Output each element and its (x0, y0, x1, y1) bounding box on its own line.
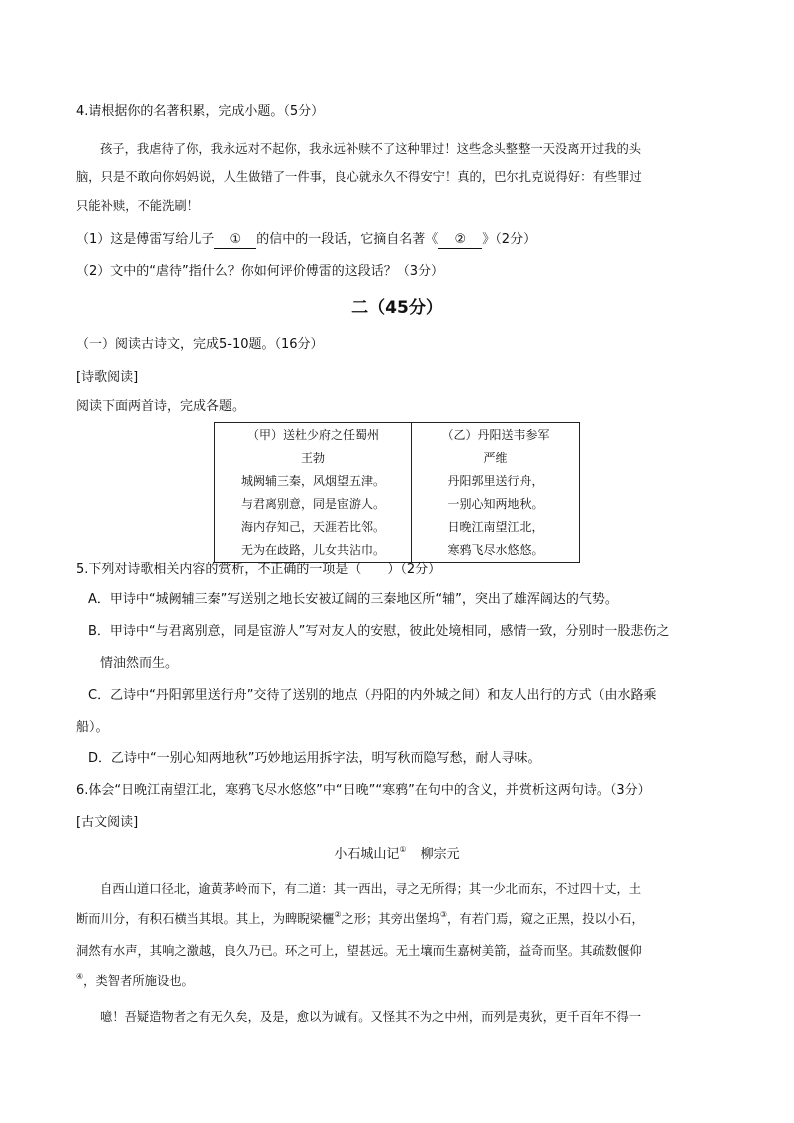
q5-option-c-cont: 船）。 (76, 720, 109, 735)
q5-option-a: A．甲诗中“城阙辅三秦”写送别之地长安被辽阔的三秦地区所“辅”，突出了雄浑阔达的气势。 (88, 592, 618, 607)
q4-heading: 4.请根据你的名著积累，完成小题。（5分） (76, 104, 325, 119)
prose-author: 柳宗元 (420, 847, 460, 862)
q4-sub1-text: （1）这是傅雷写给儿子 (76, 232, 215, 247)
poem-line: 城阙辅三秦，风烟望五津。 (240, 474, 385, 488)
part1-heading: （一）阅读古诗文，完成5-10题。（16分） (76, 337, 324, 352)
q4-sub1-text: 》（2分） (482, 232, 537, 247)
footnote-mark: ① (399, 845, 407, 854)
poem-line: 日晚江南望江北， (447, 520, 544, 534)
passage-line: 只能补赎，不能洗刷！ (76, 199, 199, 213)
poetry-label: [诗歌阅读] (76, 370, 139, 385)
prose-title (0, 845, 794, 865)
poetry-intro: 阅读下面两首诗，完成各题。 (76, 399, 246, 414)
q4-sub2: （2）文中的“虐待”指什么？你如何评价傅雷的这段话？（3分） (76, 264, 445, 279)
footnote-mark: ③ (439, 910, 447, 919)
poem-line: 丹阳郭里送行舟， (447, 474, 544, 488)
poem-line: 无为在歧路，儿女共沾巾。 (240, 543, 385, 557)
section-title: 二（45分） (351, 298, 443, 318)
poem-line: 海内存知己，天涯若比邻。 (240, 520, 385, 534)
prose-text: 断而川分，有积石横当其垠。其上，为睥睨梁欐 (76, 912, 335, 926)
poem-line: 与君离别意，同是宦游人。 (240, 497, 385, 511)
poem-title: （甲）送杜少府之任蜀州 (246, 428, 379, 442)
q5-option-c: C．乙诗中“丹阳郭里送行舟”交待了送别的地点（丹阳的内外城之间）和友人出行的方式（由水路乘 (88, 688, 657, 703)
blank-2[interactable]: ② (438, 232, 482, 249)
poem-left (215, 423, 412, 563)
prose-line: 洞然有水声，其响之激越，良久乃已。环之可上，望甚远。无土壤而生嘉树美箭，益奇而坚。其疏数偃仰 (76, 944, 642, 958)
prose-line: 噫！吾疑造物者之有无久矣，及是，愈以为诚有。又怪其不为之中州，而列是夷狄，更千百年不得一 (100, 1010, 642, 1024)
prose-text: ，类智者所施设也。 (83, 974, 194, 988)
prose-label: [古文阅读] (76, 815, 139, 830)
poem-author: 严维 (483, 451, 508, 465)
poem-author: 王勃 (300, 451, 325, 465)
prose-line (76, 971, 194, 991)
poem-line: 一别心知两地秋。 (447, 497, 544, 511)
prose-line: 自西山道口径北，逾黄茅岭而下，有二道：其一西出，寻之无所得；其一少北而东，不过四十丈，土 (100, 882, 642, 896)
poem-line: 寒鸦飞尽水悠悠。 (447, 543, 544, 557)
prose-text: 之形；其旁出堡坞 (341, 912, 440, 926)
q4-sub1 (76, 230, 536, 250)
poem-right (412, 423, 580, 563)
passage-line: 孩子，我虐待了你，我永远对不起你，我永远补赎不了这种罪过！这些念头整整一天没离开过我的头 (100, 142, 642, 156)
prose-text: ，有若门焉，窥之正黑，投以小石， (446, 912, 644, 926)
blank-1[interactable]: ① (214, 232, 256, 249)
q6: 6.体会“日晚江南望江北，寒鸦飞尽水悠悠”中“日晚”“寒鸦”在句中的含义，并赏析这两句诗。（3分） (76, 783, 651, 798)
poems-table (214, 422, 580, 563)
q5-option-d: D．乙诗中“一别心知两地秋”巧妙地运用拆字法，明写秋而隐写愁，耐人寻味。 (88, 751, 541, 766)
poem-title: （乙）丹阳送韦参军 (441, 428, 550, 442)
footnote-mark: ④ (76, 972, 84, 981)
prose-line (76, 909, 644, 929)
q5-stem: 5.下列对诗歌相关内容的赏析，不正确的一项是（ ）（2分） (76, 562, 442, 577)
q5-option-b-cont: 情油然而生。 (100, 656, 179, 671)
prose-title-text: 小石城山记 (334, 847, 400, 862)
q4-sub1-text: 的信中的一段话，它摘自名著《 (256, 232, 439, 247)
footnote-mark: ② (334, 910, 342, 919)
passage-line: 脑，只是不敢向你妈妈说，人生做错了一件事，良心就永久不得安宁！真的，巴尔扎克说得好：有些罪过 (76, 170, 642, 184)
q5-option-b: B．甲诗中“与君离别意，同是宦游人”写对友人的安慰，彼此处境相同，感情一致，分别时一股悲伤之 (88, 624, 670, 639)
